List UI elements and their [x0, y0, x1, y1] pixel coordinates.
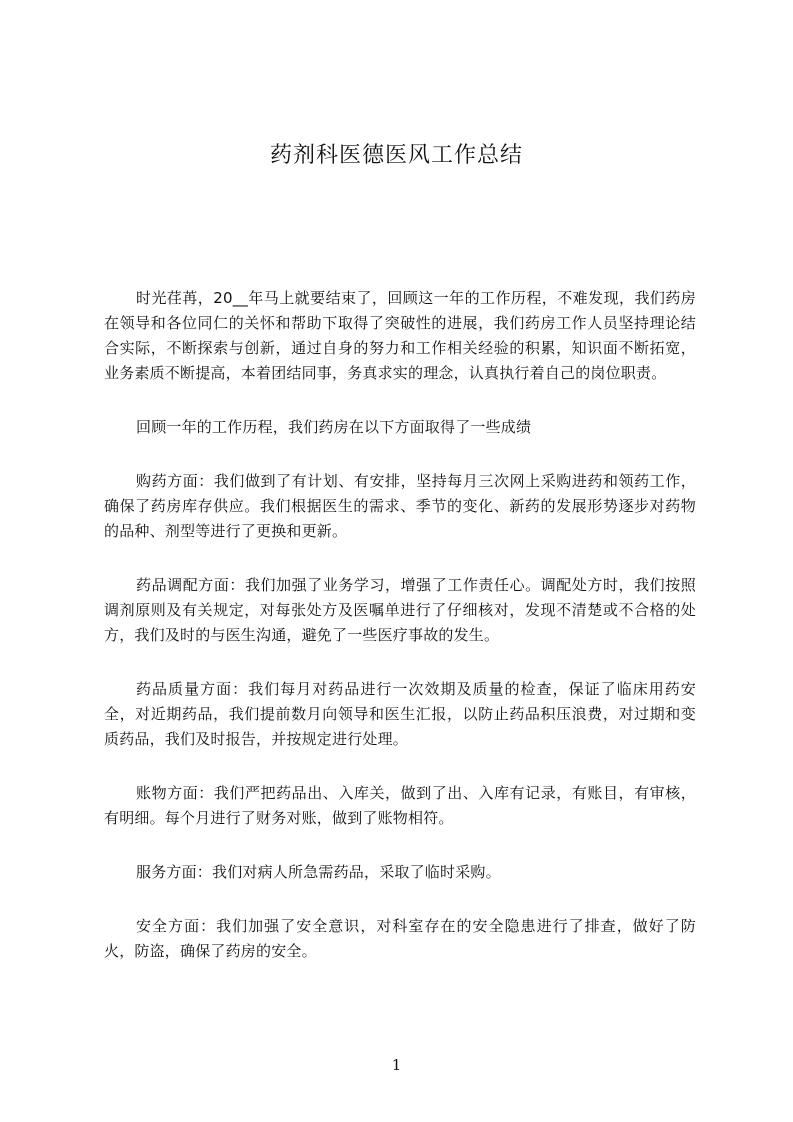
paragraph-safety: 安全方面：我们加强了安全意识，对科室存在的安全隐患进行了排查，做好了防火，防盗，确保了药房的安全。	[104, 917, 696, 960]
paragraph-purchasing: 购药方面：我们做到了有计划、有安排，坚持每月三次网上采购进药和领药工作，确保了药房库存供应。我们根据医生的需求、季节的变化、新药的发展形势逐步对药物的品种、剂型等进行了更换和更新。	[104, 472, 696, 540]
paragraph-drug-quality: 药品质量方面：我们每月对药品进行一次效期及质量的检查，保证了临床用药安全，对近期药品，我们提前数月向领导和医生汇报，以防止药品积压浪费，对过期和变质药品，我们及时报告，并按规定进行处理。	[104, 680, 696, 748]
paragraph-achievements-heading: 回顾一年的工作历程，我们药房在以下方面取得了一些成绩	[136, 418, 532, 436]
paragraph-intro: 时光荏苒，20__年马上就要结束了，回顾这一年的工作历程，不难发现，我们药房在领导和各位同仁的关怀和帮助下取得了突破性的进展，我们药房工作人员坚持理论结合实际，不断探索与创新，通过自身的努力和工作相关经验的积累，知识面不断拓宽，业务素质不断提高，本着团结同事，务真求实的理念，认真执行着自己的岗位职责。	[104, 289, 696, 382]
page-number: 1	[391, 1056, 402, 1074]
document-body	[104, 286, 696, 993]
paragraph-dispensing: 药品调配方面：我们加强了业务学习，增强了工作责任心。调配处方时，我们按照调剂原则及有关规定，对每张处方及医嘱单进行了仔细核对，发现不清楚或不合格的处方，我们及时的与医生沟通，避免了一些医疗事故的发生。	[104, 576, 696, 644]
paragraph-service: 服务方面：我们对病人所急需药品，采取了临时采购。	[136, 863, 501, 881]
paragraph-accounts: 账物方面：我们严把药品出、入库关，做到了出、入库有记录，有账目，有审核，有明细。每个月进行了财务对账，做到了账物相符。	[104, 784, 696, 827]
document-title: 药剂科医德医风工作总结	[269, 143, 523, 168]
